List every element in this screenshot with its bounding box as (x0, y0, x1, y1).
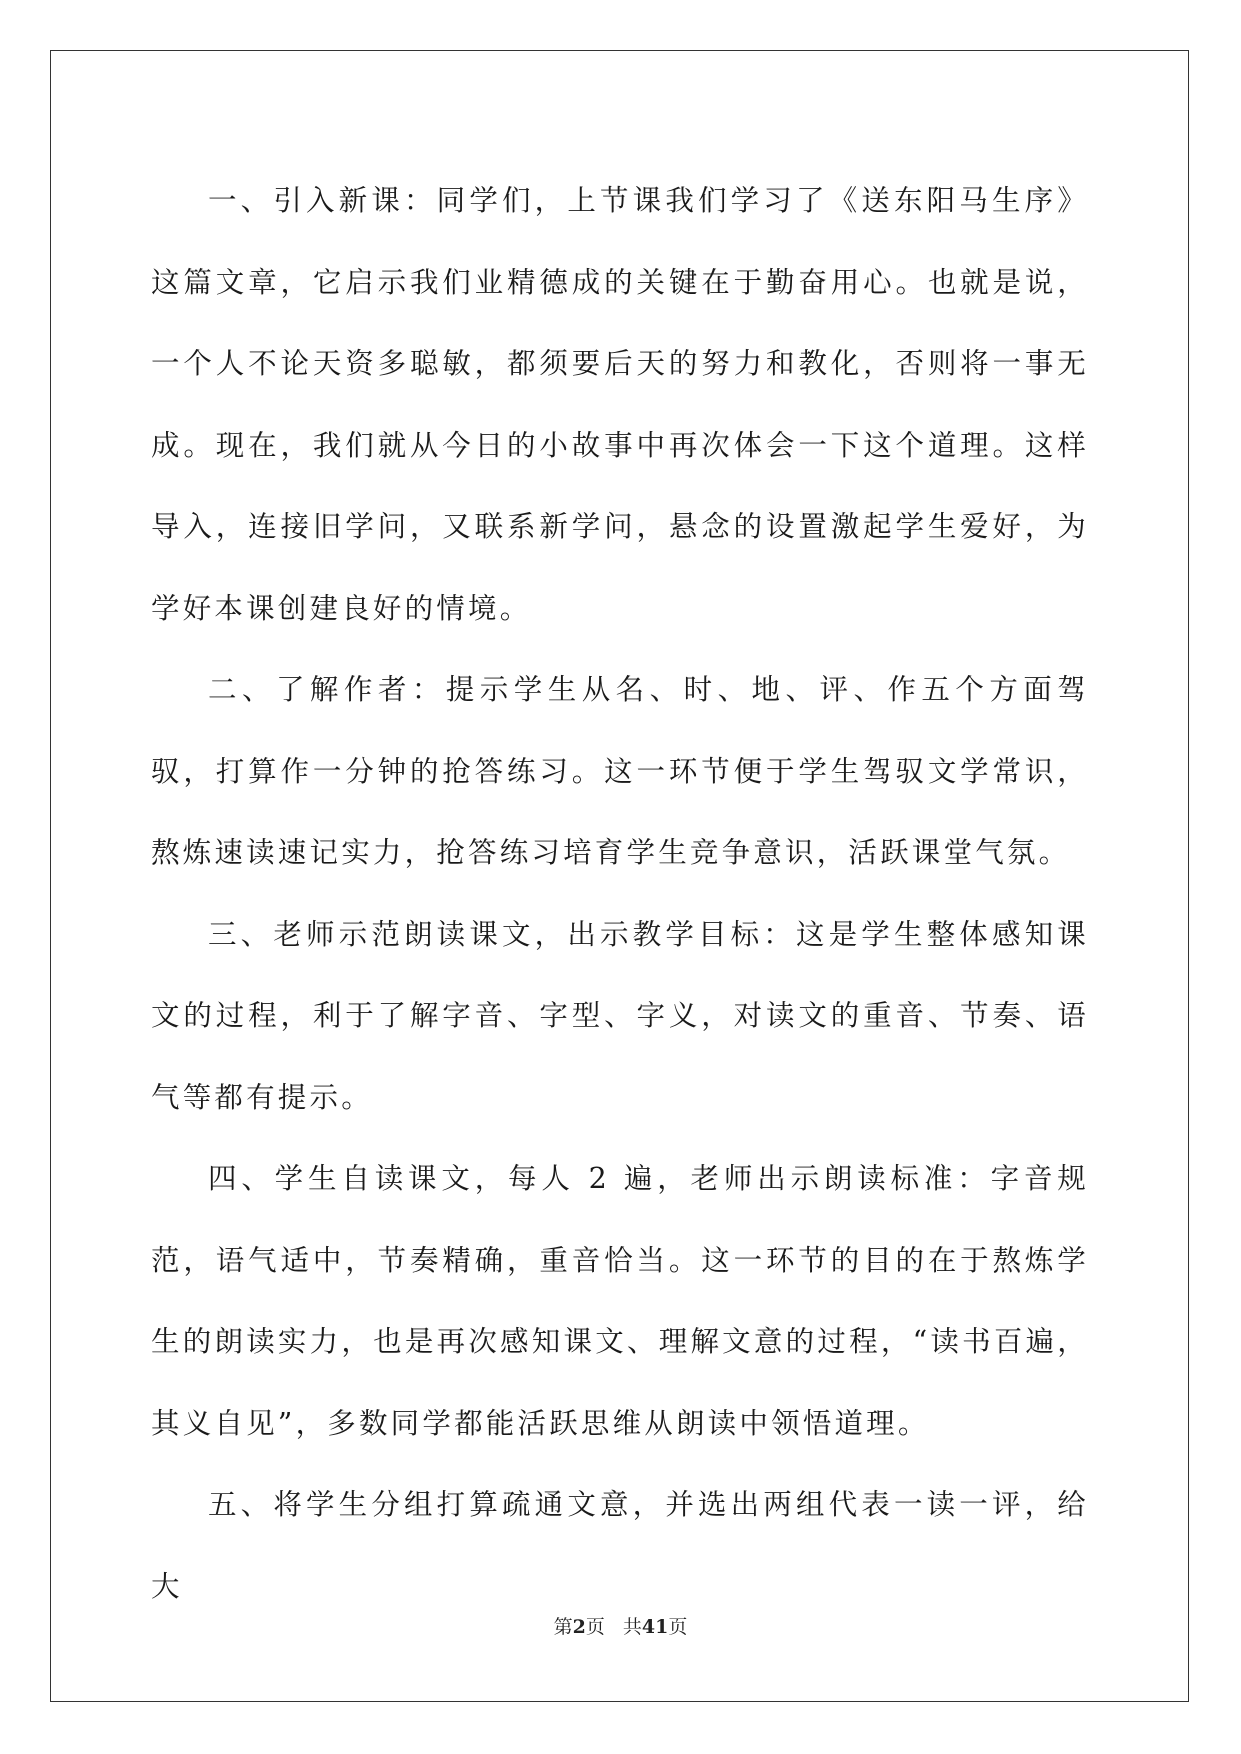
paragraph-5: 五、将学生分组打算疏通文意，并选出两组代表一读一评，给大 (151, 1488, 1089, 1603)
total-suffix: 页 (668, 1616, 688, 1638)
paragraph-4: 四、学生自读课文，每人 2 遍，老师出示朗读标准：字音规范，语气适中，节奏精确，重音恰当。这一环节的目的在于熬炼学生的朗读实力，也是再次感知课文、理解文意的过程，“读书百遍，其义自见”，多数同学都能活跃思维从朗读中领悟道理。 (151, 1162, 1089, 1440)
paragraph-1: 一、引入新课：同学们，上节课我们学习了《送东阳马生序》这篇文章，它启示我们业精德成的关键在于勤奋用心。也就是说，一个人不论天资多聪敏，都须要后天的努力和教化，否则将一事无成。现在，我们就从今日的小故事中再次体会一下这个道理。这样导入，连接旧学问，又联系新学问，悬念的设置激起学生爱好，为学好本课创建良好的情境。 (151, 184, 1089, 625)
document-body (151, 160, 1089, 1627)
page-number: 2 (572, 1616, 586, 1638)
total-prefix: 共 (622, 1616, 642, 1638)
paragraph-3: 三、老师示范朗读课文，出示教学目标：这是学生整体感知课文的过程，利于了解字音、字型、字义，对读文的重音、节奏、语气等都有提示。 (151, 917, 1089, 1114)
paragraph-2: 二、了解作者：提示学生从名、时、地、评、作五个方面驾驭，打算作一分钟的抢答练习。这一环节便于学生驾驭文学常识，熬炼速读速记实力，抢答练习培育学生竞争意识，活跃课堂气氛。 (151, 673, 1089, 869)
total-pages: 41 (641, 1616, 669, 1638)
page-prefix: 第 (553, 1616, 573, 1638)
page-suffix: 页 (585, 1616, 605, 1638)
page-footer (0, 1612, 1241, 1639)
